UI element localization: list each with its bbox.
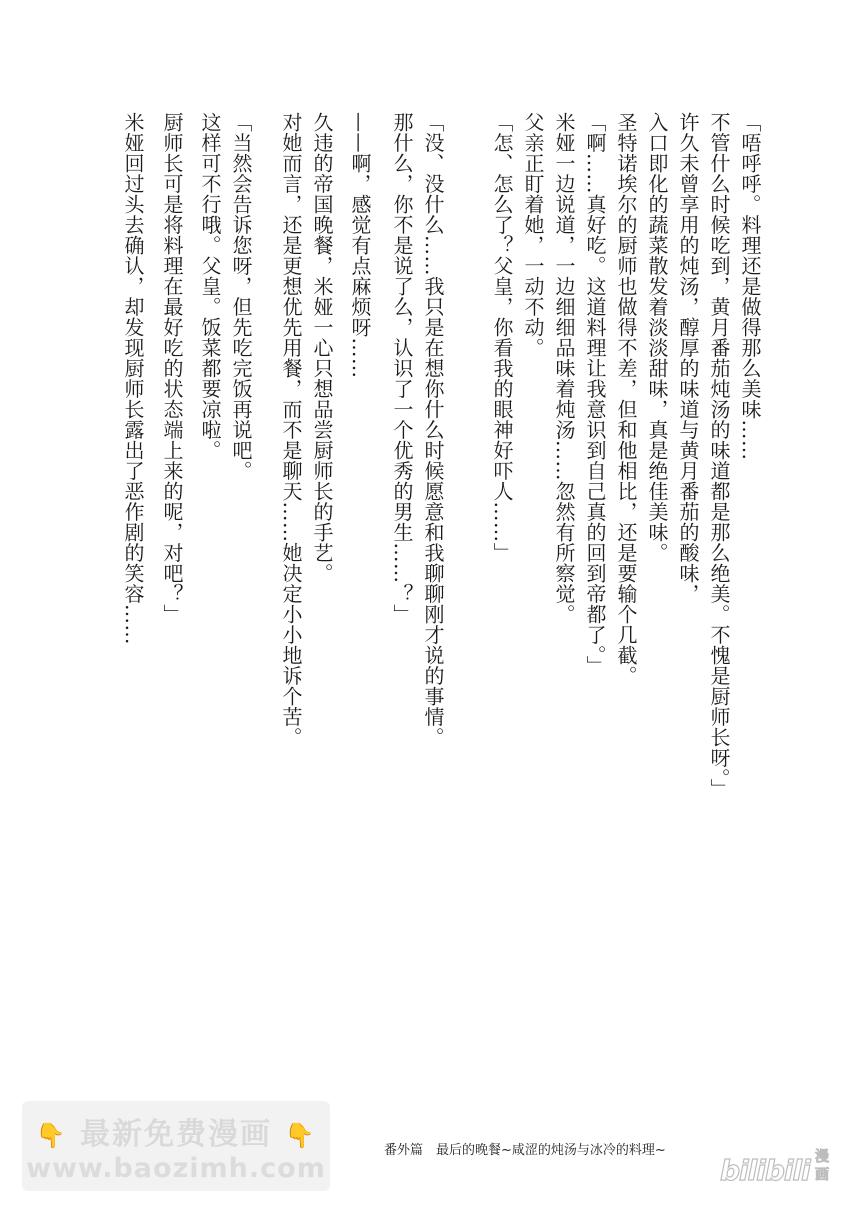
text-column: 入口即化的蔬菜散发着淡淡甜味，真是绝佳美味。 <box>645 112 669 563</box>
watermark-url: www.baozimh.com <box>26 1153 326 1184</box>
text-column: 许久未曾享用的炖汤，醇厚的味道与黄月番茄的酸味， <box>676 112 700 604</box>
text-column: 圣特诺埃尔的厨师也做得不差，但和他相比，还是要输个几截。 <box>614 112 638 686</box>
text-column: ——啊，感觉有点麻烦呀…… <box>348 112 372 379</box>
text-column: 对她而言，还是更想优先用餐，而不是聊天……她决定小小地诉个苦。 <box>279 112 303 748</box>
text-column: 厨师长可是将料理在最好吃的状态端上来的呢，对吧？」 <box>160 112 184 625</box>
text-column: 米娅回过头去确认，却发现厨师长露出了恶作剧的笑容…… <box>121 112 145 645</box>
text-column: 这样可不行哦。父皇。饭菜都要凉啦。 <box>198 112 222 461</box>
text-column: 「啊……真好吃。这道料理让我意识到自己真的回到帝都了。」 <box>583 112 607 676</box>
text-column: 不管什么时候吃到，黄月番茄炖汤的味道都是那么绝美。不愧是厨师长呀。」 <box>707 112 731 799</box>
text-column: 「怎、怎么了？父皇，你看我的眼神好吓人……」 <box>490 112 514 563</box>
chapter-title: 番外篇 最后的晚餐~咸涩的炖汤与冰冷的料理~ <box>384 1143 666 1158</box>
text-column: 「唔呼呼。料理还是做得那么美味…… <box>738 112 762 461</box>
site-watermark <box>22 1101 330 1191</box>
text-column: 「没、没什么……我只是在想你什么时候愿意和我聊聊刚才说的事情。 <box>421 112 445 748</box>
watermark-line1: 最新免费漫画 <box>80 1117 272 1152</box>
text-column: 那什么，你不是说了么，认识了一个优秀的男生……？」 <box>390 112 414 625</box>
text-column: 「当然会告诉您呀，但先吃完饭再说吧。 <box>229 112 253 481</box>
pointing-down-hand-icon: 👇 <box>35 1121 68 1150</box>
text-column: 久违的帝国晚餐，米娅一心只想品尝厨师长的手艺。 <box>310 112 334 584</box>
bilibili-manhua-logo <box>720 1148 836 1192</box>
text-column: 米娅一边说道，一边细细品味着炖汤……忽然有所察觉。 <box>552 112 576 625</box>
text-column: 父亲正盯着她，一动不动。 <box>521 112 545 358</box>
logo-brand: bilibili <box>720 1154 810 1187</box>
logo-sub: 漫画 <box>815 1149 829 1183</box>
pointing-down-hand-icon: 👇 <box>284 1121 317 1150</box>
